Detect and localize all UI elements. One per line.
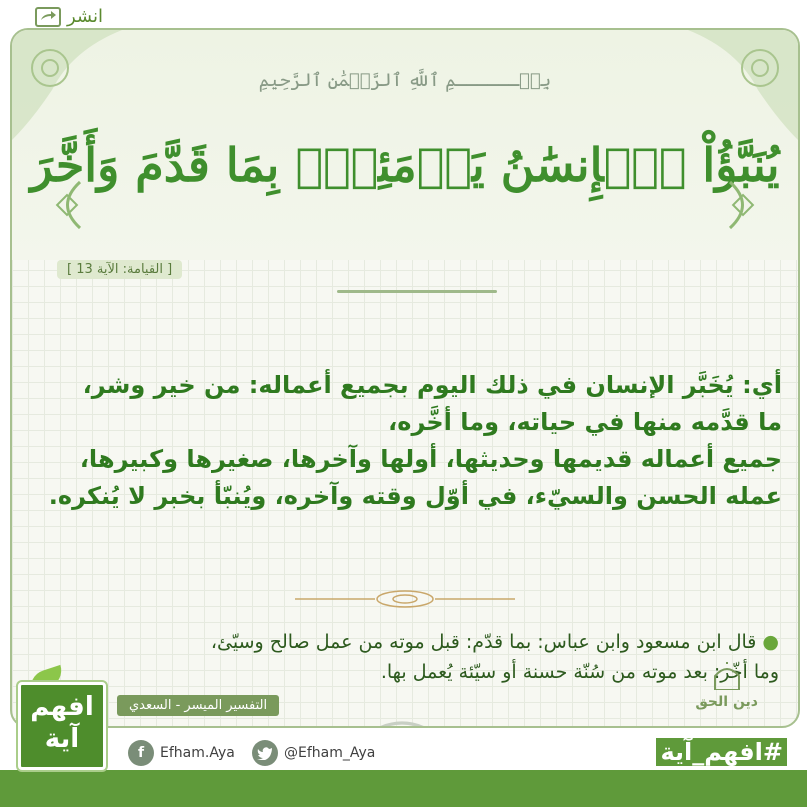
note-line: وما أخّر: بعد موته من سُنّة حسنة أو سيّئة يُعمل بها. <box>380 661 779 683</box>
tafsir-line: عمله الحسن والسيّء، في أوّل وقته وآخره، ويُنبّأ بخبر لا يُنكره. <box>48 482 782 510</box>
logo-line: افهم <box>30 692 94 722</box>
note-text <box>52 627 779 687</box>
mosque-icon <box>707 662 747 690</box>
tafsir-text <box>48 367 782 515</box>
source-label: التفسير الميسر - السعدي <box>117 695 279 716</box>
content-card <box>10 28 800 728</box>
note-line: قال ابن مسعود وابن عباس: بما قدّم: قبل موته من عمل صالح وسيّئ، <box>210 631 757 653</box>
logo-line: آية <box>44 724 80 754</box>
twitter-icon <box>252 740 278 766</box>
facebook-handle: Efham.Aya <box>160 745 235 761</box>
facebook-link[interactable] <box>128 740 235 766</box>
bullet-icon: ● <box>756 631 779 653</box>
basmala: بِسۡــــــمِ ٱللَّهِ ٱلرَّحۡمَٰنِ ٱلرَّحِيمِ <box>258 70 552 91</box>
tafsir-line: جميع أعماله قديمها وحديثها، أولها وآخرها، صغيرها وكبيرها، <box>79 445 782 473</box>
brand-logo <box>695 662 758 710</box>
ayah-text: يُنَبَّؤُاْ ٱلۡإِنسَٰنُ يَوۡمَئِذِۢ بِمَا قَدَّمَ وَأَخَّرَ <box>30 138 780 192</box>
logo <box>18 682 106 770</box>
hashtag[interactable]: #افهم_آية <box>656 738 787 766</box>
twitter-handle: @Efham_Aya <box>284 745 376 761</box>
divider-ornament-icon <box>295 587 515 611</box>
share-button[interactable] <box>35 6 103 27</box>
brand-logo-text: دين الحق <box>695 694 758 710</box>
facebook-icon: f <box>128 740 154 766</box>
divider <box>337 290 497 293</box>
twitter-link[interactable] <box>252 740 375 766</box>
share-label: انشر <box>67 6 103 27</box>
ayah-bracket-right-icon <box>720 180 760 230</box>
ayah-bracket-left-icon <box>50 180 90 230</box>
tafsir-line: ما قدَّمه منها في حياته، وما أخَّره، <box>388 408 782 436</box>
share-icon <box>35 7 61 27</box>
tafsir-line: أي: يُخَبَّر الإنسان في ذلك اليوم بجميع أعماله: من خير وشر، <box>82 371 782 399</box>
ayah-reference: [ القيامة: الآية 13 ] <box>57 260 182 279</box>
bottom-arch-ornament-icon <box>352 713 452 728</box>
